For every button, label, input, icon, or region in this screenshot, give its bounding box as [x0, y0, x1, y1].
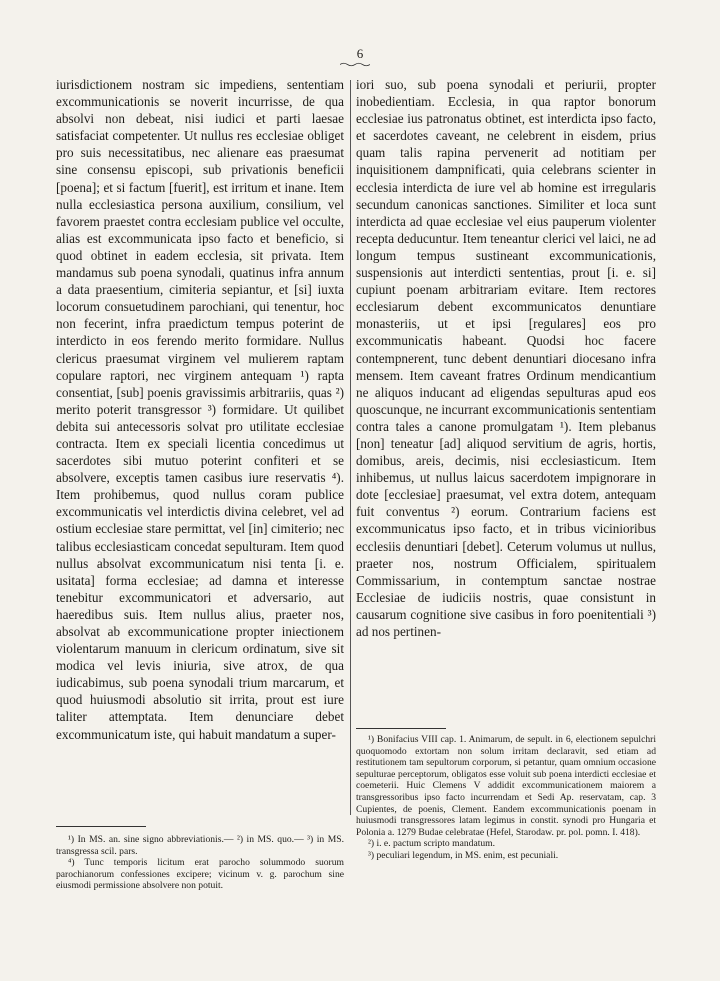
footnote-rule-left: [56, 826, 146, 827]
header-ornament: [340, 62, 370, 67]
footnotes-left: [56, 834, 344, 892]
footnote: ⁴) Tunc temporis licitum erat parocho solummodo suorum parochianorum confessiones excipere; vicinum v. g. parochum sine eiusmodi permissione absolvere non potuit.: [56, 857, 344, 892]
right-column-text: iori suo, sub poena synodali et periurii, propter inobedientiam. Ecclesia, in qua raptor bonorum ecclesiae ius patronatus obtinet, est interdicta ipso facto, et sacerdotes caveant, ne celebrent in eisdem, prius quam talis rapina pervenerit ad notitiam per inquisitionem dampnificati, quia celebrans scienter in ecclesia interdicta de iure vel ab homine est irregularis secundum canonicas sanctiones. Similiter et loca sunt interdicta ad quae ecclesiae vel eius pauperum violenter recepta deducuntur. Item teneantur clerici vel laici, ne ad longum tempus sustineant excommunicationis, suspensionis aut interdicti sententias, prout [i. e. si] cupiunt poenam arbitrariam evitare. Item rectores ecclesiarum debent excommunicatos denuntiare monasteriis, ut et ipsi [regulares] eos pro excommunicatis habeant. Quodsi hoc facere contempnerent, tunc debent denuntiari diocesano infra mensem. Item caveant fratres Ordinum mendicantium ne aliquos inducant ad eligendas sepulturas apud eos quoscunque, ne incurrant excommunicationis sententiam contra tales a canone promulgatam ¹). Item plebanus [non] teneatur [ad] aliquod servitium de agris, hortis, domibus, areis, decimis, nisi ecclesiasticum. Item inhibemus, ut nullus laicus sacerdotem impignorare in dote [ecclesiae] praesumat, vel extra dotem, antequam fuit conventus ²) eorum. Contrarium faciens est excommunicatus ipso facto, et in tribus vicinioribus ecclesiis denuntiari [debet]. Ceterum volumus ut nullus, praeter nos, nostrum Officialem, spiritualem Commissarium, in contemptum sanctae nostrae Ecclesiae de iudiciis nostris, quae consistunt in causarum cognitione sive casibus in foro poenitentiali ³) ad nos pertinen-: [356, 77, 656, 639]
footnote: ¹) In MS. an. sine signo abbreviationis.— ²) in MS. quo.— ³) in MS. transgressa scil. pars.: [56, 834, 344, 857]
page-number: 6: [356, 46, 364, 61]
right-column: [356, 76, 656, 716]
footnote: ³) peculiari legendum, in MS. enim, est pecuniali.: [368, 849, 559, 861]
footnotes-right: [356, 734, 656, 862]
left-column-text: iurisdictionem nostram sic impediens, sententiam excommunicationis se noverit incurrisse, de qua absolvi non debeat, nisi iudici et parti laesae satisfaciat competenter. Ut nullus res ecclesiae obliget pro suis necessitatibus, nec alienare eas praesumat sine consensu episcopi, sub privationis beneficii [poena]; et si factum [fuerit], est irritum et inane. Item nulla ecclesiastica persona auxilium, consilium, vel favorem praestet contra ecclesiam publice vel occulte, alias est excommunicata ipso facto et beneficio, si quod obtinet in eadem ecclesia, sit privata. Item mandamus sub poena synodali, quatinus infra annum a data praesentium, cimiteria sepiantur, et [si] iuxta locorum consuetudinem parochiani, qui tenentur, hoc non fecerint, infra praedictum tempus poterint de interdicto in eos ferendo merito formidare. Nullus clericus praesumat virginem vel mulierem raptam copulare raptori, nec virginem antequam ¹) rapta consentiat, [sub] poenis gravissimis arbitrariis, quas ²) merito poterit transgressor ³) formidare. Ut quilibet debita sui antecessoris solvat pro utilitate ecclesiae contracta. Item ex speciali licentia concedimus ut sacerdotes sibi mutuo poterint confiteri et se absolvere, exceptis tamen casibus iure reservatis ⁴). Item prohibemus, quod nullus coram publice excommunicatis vel interdictis divina celebret, vel ad ostium ecclesiae stare permittat, vel [in] cimiterio; nec talibus ecclesiasticam concedat sepulturam. Item quod nullus absolvat excommunicatum nisi tenta [i. e. usitata] forma ecclesiae; ad damna et interesse tenebitur excommunicatori et adversario, aut haeredibus suis. Item nullus alius, praeter nos, absolvat ab excommunicatione propter iniectionem violentarum manuum in clericum ordinatum, sive sit modica vel levis iniuria, sive atrox, de qua iudicabimus, sub poena synodali trium marcarum, et quod huiusmodi absolutio sit irrita, prout est iure taliter attemptata. Item denunciare debet excommunicatum iste, qui habuit mandatum a super-: [56, 77, 344, 742]
footnote: ²) i. e. pactum scripto mandatum.: [368, 838, 496, 850]
footnote-rule-right: [356, 728, 446, 729]
left-column: [56, 76, 344, 816]
column-divider: [350, 80, 351, 815]
footnote: ¹) Bonifacius VIII cap. 1. Animarum, de sepult. in 6, electionem sepulchri quoquomodo extortam non solum irritam declaravit, sed etiam ad restitutionem tam sepultorum corporum, si petantur, quam omnium occasione sepulturae perceptorum, obligatos esse voluit sub poena interdicti ecclesiae et coemeterii. Huic Clemens V addidit excommunicationem maiorem a transgressoribus ipso facto incurrendam et Sedi Ap. reservatam, cap. 3 Cupientes, de poenis, Clement. Eandem excommunicationis poenam in huiusmodi transgressores latam legimus in constit. synodi pro Hungaria et Polonia a. 1279 Budae celebratae (Hefel, Starodaw. pr. pol. pomn. I. 418).: [356, 734, 656, 838]
